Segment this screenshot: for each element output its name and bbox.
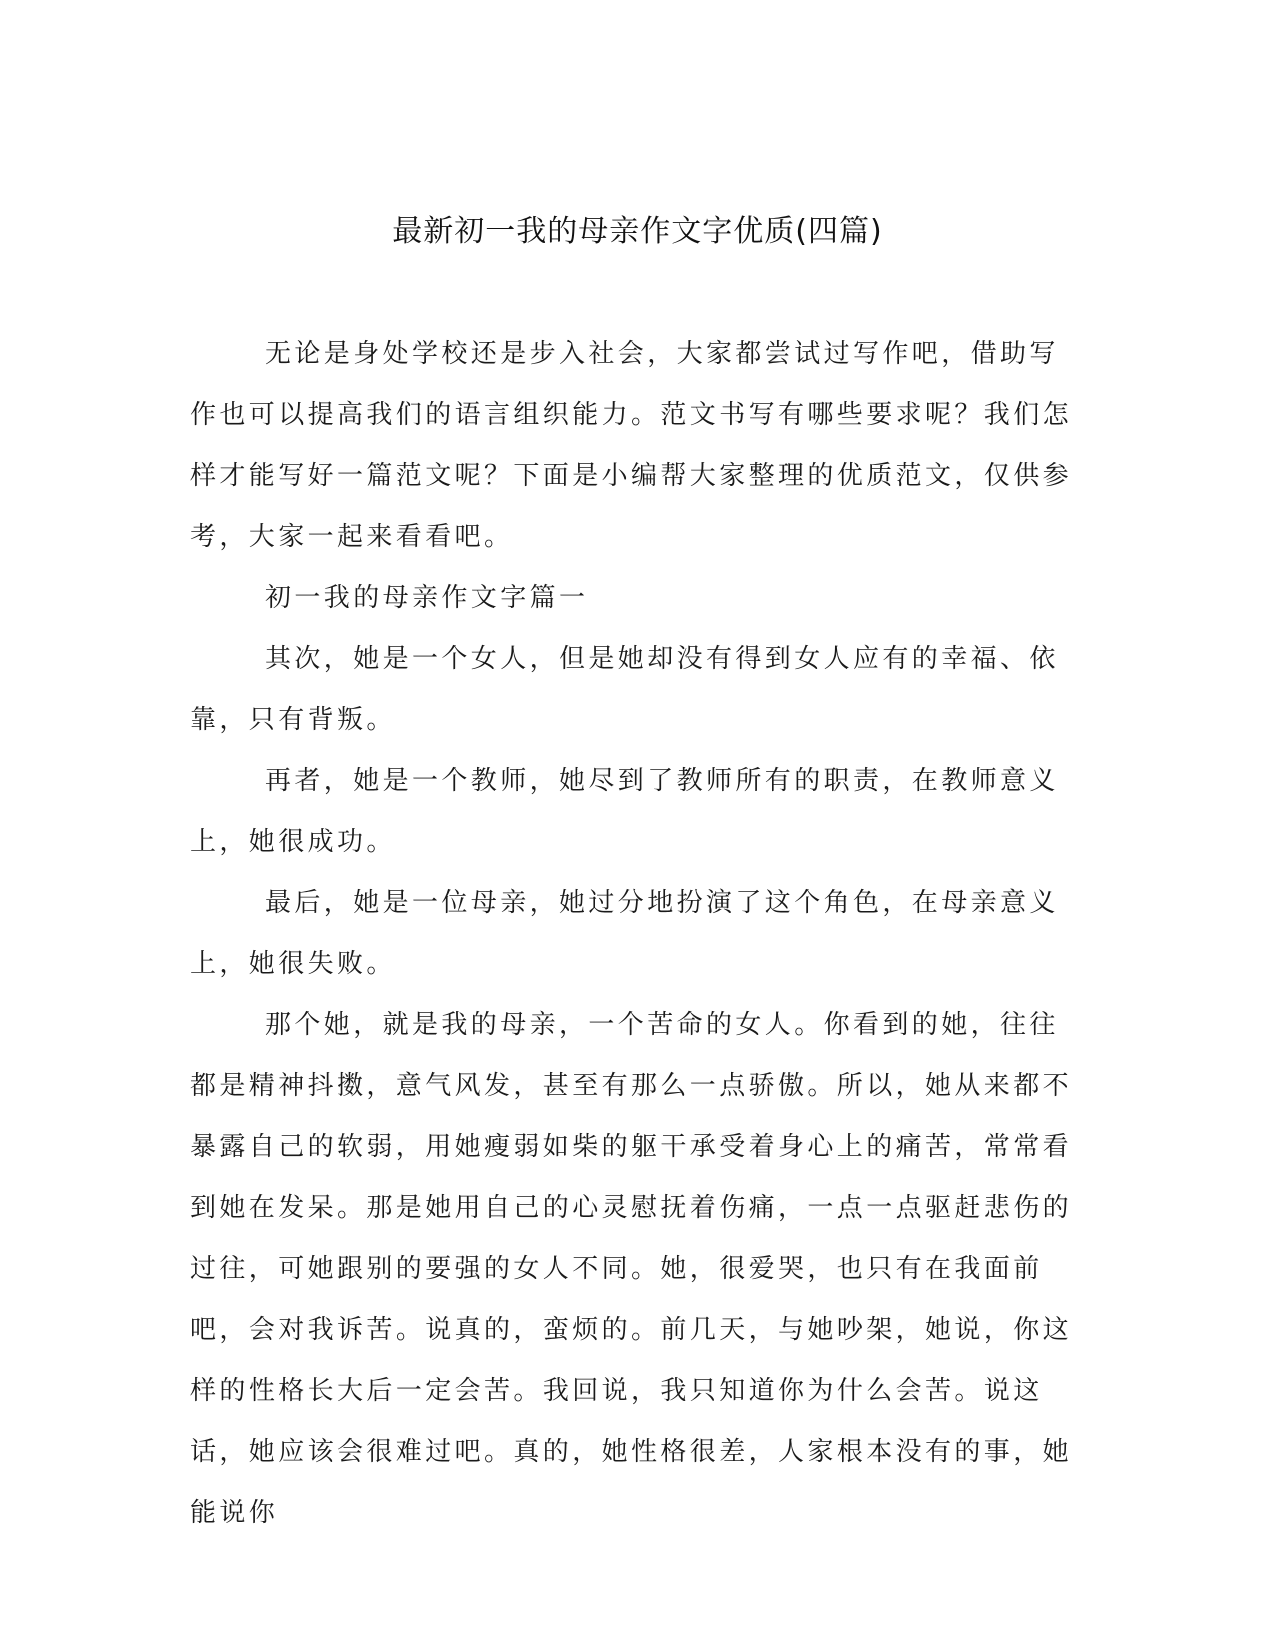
text-line: 她在发呆。那是她用自己的心灵慰抚着伤痛，一点一点驱赶悲伤的过 xyxy=(190,1193,1073,1284)
text-line: 那个她，就是我的母亲，一个苦命的女人。你看到的她，往往都 xyxy=(190,1010,1059,1101)
text-line: 往，可她跟别的要强的女人不同。她，很爱哭，也只有在我面前吧， xyxy=(190,1254,1043,1345)
text-line: 再者，她是一个教师，她尽到了教师所有的职责，在教师意义上 xyxy=(190,766,1059,857)
text-line: 露自己的软弱，用她瘦弱如柴的躯干承受着身心上的痛苦，常常看到 xyxy=(190,1132,1073,1223)
section-heading: 初一我的母亲作文字篇一 xyxy=(265,583,589,613)
text-line: 最后，她是一位母亲，她过分地扮演了这个角色，在母亲意义上 xyxy=(190,888,1059,979)
paragraph-finally xyxy=(190,873,1080,995)
text-line: ，只有背叛。 xyxy=(219,705,396,735)
text-line: ，她很失败。 xyxy=(219,949,396,979)
text-line: 也可以提高我们的语言组织能力。范文书写有哪些要求呢？我们怎样 xyxy=(190,400,1073,491)
text-line: 无论是身处学校还是步入社会，大家都尝试过写作吧，借助写作 xyxy=(190,339,1059,430)
text-line: ，她很成功。 xyxy=(219,827,396,857)
text-line: 应该会很难过吧。真的，她性格很差，人家根本没有的事，她能说你 xyxy=(190,1437,1073,1528)
document-body xyxy=(190,324,1080,1544)
text-line: 其次，她是一个女人，但是她却没有得到女人应有的幸福、依靠 xyxy=(190,644,1059,735)
paragraph-secondly xyxy=(190,629,1080,751)
paragraph-mother xyxy=(190,995,1080,1544)
document-title: 最新初一我的母亲作文字优质(四篇) xyxy=(392,214,883,249)
text-line: 会对我诉苦。说真的，蛮烦的。前几天，与她吵架，她说，你这样的 xyxy=(190,1315,1073,1406)
text-line: 才能写好一篇范文呢？下面是小编帮大家整理的优质范文，仅供参考 xyxy=(190,461,1073,552)
text-line: 性格长大后一定会苦。我回说，我只知道你为什么会苦。说这话，她 xyxy=(190,1376,1043,1467)
text-line: 是精神抖擞，意气风发，甚至有那么一点骄傲。所以，她从来都不暴 xyxy=(190,1071,1073,1162)
text-line: ，大家一起来看看吧。 xyxy=(219,522,514,552)
paragraph-furthermore xyxy=(190,751,1080,873)
paragraph-intro xyxy=(190,324,1080,568)
